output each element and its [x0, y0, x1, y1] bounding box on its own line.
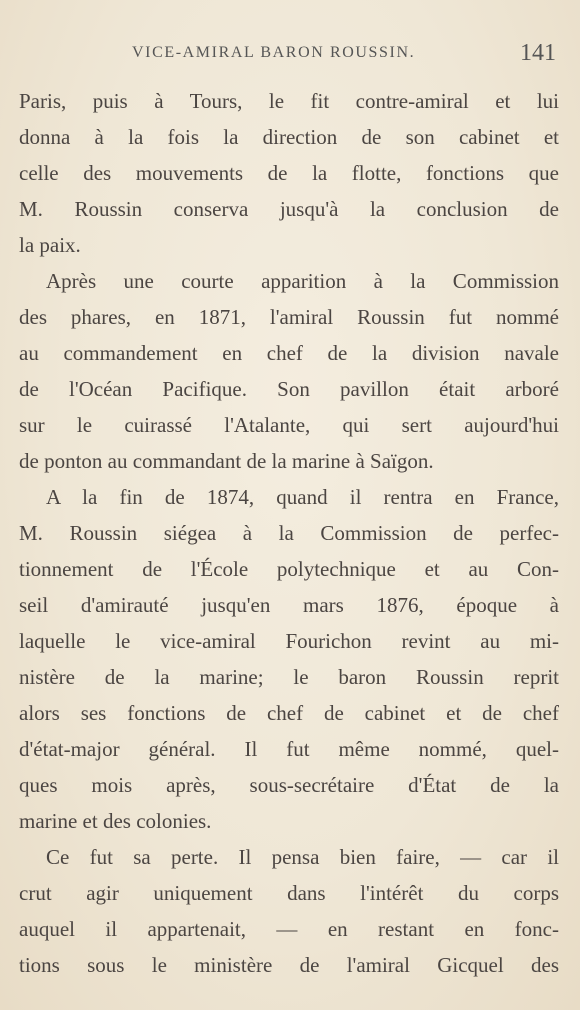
text-line: seil d'amirauté jusqu'en mars 1876, époque à — [19, 593, 559, 617]
text-line: marine et des colonies. — [19, 809, 212, 833]
text-line: A la fin de 1874, quand il rentra en France, — [46, 485, 559, 509]
text-line: M. Roussin conserva jusqu'à la conclusion de — [19, 197, 559, 221]
text-line: ques mois après, sous-secrétaire d'État de la — [19, 773, 559, 797]
text-line: des phares, en 1871, l'amiral Roussin fut nommé — [19, 305, 559, 329]
text-line: Paris, puis à Tours, le fit contre-amiral et lui — [19, 89, 559, 113]
text-line: Ce fut sa perte. Il pensa bien faire, — car il — [46, 845, 559, 869]
text-line: crut agir uniquement dans l'intérêt du corps — [19, 881, 559, 905]
text-line: de ponton au commandant de la marine à Saïgon. — [19, 449, 434, 473]
text-line: auquel il appartenait, — en restant en fonc- — [19, 917, 559, 941]
text-line: d'état-major général. Il fut même nommé, quel- — [19, 737, 559, 761]
text-line: donna à la fois la direction de son cabinet et — [19, 125, 559, 149]
text-line: nistère de la marine; le baron Roussin reprit — [19, 665, 559, 689]
text-line: de l'Océan Pacifique. Son pavillon était arboré — [19, 377, 559, 401]
text-line: tions sous le ministère de l'amiral Gicquel des — [19, 953, 559, 977]
text-line: la paix. — [19, 233, 81, 257]
running-head — [120, 40, 560, 74]
text-line: tionnement de l'École polytechnique et au Con- — [19, 557, 559, 581]
text-line: sur le cuirassé l'Atalante, qui sert aujourd'hui — [19, 413, 559, 437]
page-number: 141 — [520, 40, 556, 66]
body-text — [19, 83, 559, 983]
running-title: VICE-AMIRAL BARON ROUSSIN. — [132, 44, 416, 61]
text-line: alors ses fonctions de chef de cabinet et de chef — [19, 701, 559, 725]
text-line: au commandement en chef de la division navale — [19, 341, 559, 365]
text-line: laquelle le vice-amiral Fourichon revint au mi- — [19, 629, 559, 653]
text-line: Après une courte apparition à la Commission — [46, 269, 559, 293]
text-line: M. Roussin siégea à la Commission de perfec- — [19, 521, 559, 545]
text-line: celle des mouvements de la flotte, fonctions que — [19, 161, 559, 185]
